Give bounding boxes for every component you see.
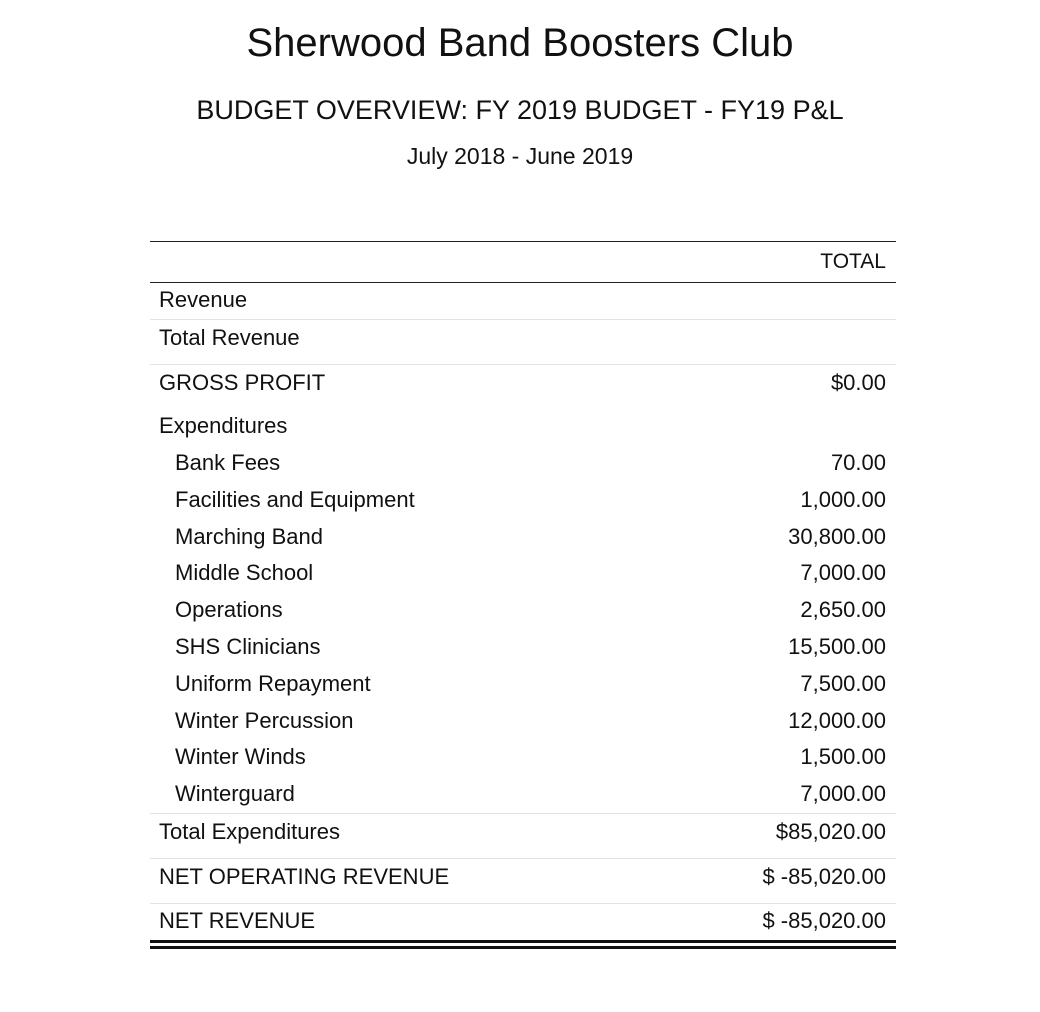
expense-label: Facilities and Equipment	[175, 486, 415, 512]
table-row	[150, 445, 896, 482]
total-expenditures-row	[150, 814, 896, 859]
rule-line-top	[150, 940, 896, 943]
expense-label: Uniform Repayment	[175, 670, 371, 696]
net-operating-revenue-amount: $ -85,020.00	[762, 863, 886, 889]
expense-label: Middle School	[175, 560, 314, 586]
expense-label: Winterguard	[175, 781, 295, 807]
table-row	[150, 592, 896, 629]
table-row	[150, 776, 896, 814]
revenue-label: Revenue	[159, 287, 248, 312]
expense-amount: 7,000.00	[800, 560, 886, 586]
rule-line-bottom	[150, 946, 896, 949]
expenditures-label: Expenditures	[159, 413, 288, 438]
expense-amount: 15,500.00	[788, 633, 886, 659]
net-revenue-label: NET REVENUE	[159, 907, 316, 933]
net-revenue-row	[150, 904, 896, 940]
expense-amount: 1,000.00	[800, 486, 886, 512]
expense-amount: 2,650.00	[800, 597, 886, 623]
expense-amount: 30,800.00	[788, 523, 886, 549]
report-period: July 2018 - June 2019	[406, 143, 634, 169]
total-revenue-label: Total Revenue	[159, 325, 300, 350]
expense-label: Operations	[175, 597, 283, 623]
expense-label: Winter Percussion	[175, 707, 354, 733]
expense-label: Marching Band	[175, 523, 323, 549]
table-row	[150, 482, 896, 519]
net-revenue-amount: $ -85,020.00	[762, 907, 886, 933]
table-header-row	[150, 242, 896, 283]
gross-profit-label: GROSS PROFIT	[159, 370, 326, 395]
grand-total-double-rule	[150, 940, 896, 949]
expense-amount: 7,500.00	[800, 670, 886, 696]
table-row	[150, 629, 896, 666]
column-header-total: TOTAL	[820, 250, 886, 273]
net-operating-revenue-row	[150, 859, 896, 904]
expense-label: Bank Fees	[175, 450, 281, 475]
table-row	[150, 703, 896, 740]
expense-label: SHS Clinicians	[175, 633, 321, 659]
revenue-section-row	[150, 283, 896, 320]
gross-profit-row	[150, 365, 896, 409]
expense-amount: 1,500.00	[800, 744, 886, 770]
expense-amount: 12,000.00	[788, 707, 886, 733]
total-expenditures-label: Total Expenditures	[159, 818, 340, 844]
gross-profit-amount: $0.00	[830, 370, 886, 395]
net-operating-revenue-label: NET OPERATING REVENUE	[159, 863, 450, 889]
table-row	[150, 519, 896, 556]
total-revenue-row	[150, 320, 896, 365]
report-title: BUDGET OVERVIEW: FY 2019 BUDGET - FY19 P&L	[196, 95, 844, 125]
organization-title: Sherwood Band Boosters Club	[246, 21, 794, 65]
table-row	[150, 555, 896, 592]
budget-table	[150, 241, 896, 940]
expense-amount: 70.00	[830, 450, 886, 475]
total-expenditures-amount: $85,020.00	[775, 818, 886, 844]
table-row	[150, 666, 896, 703]
expense-amount: 7,000.00	[800, 781, 886, 807]
expenditures-section-row	[150, 409, 896, 445]
expense-label: Winter Winds	[175, 744, 306, 770]
table-row	[150, 739, 896, 776]
